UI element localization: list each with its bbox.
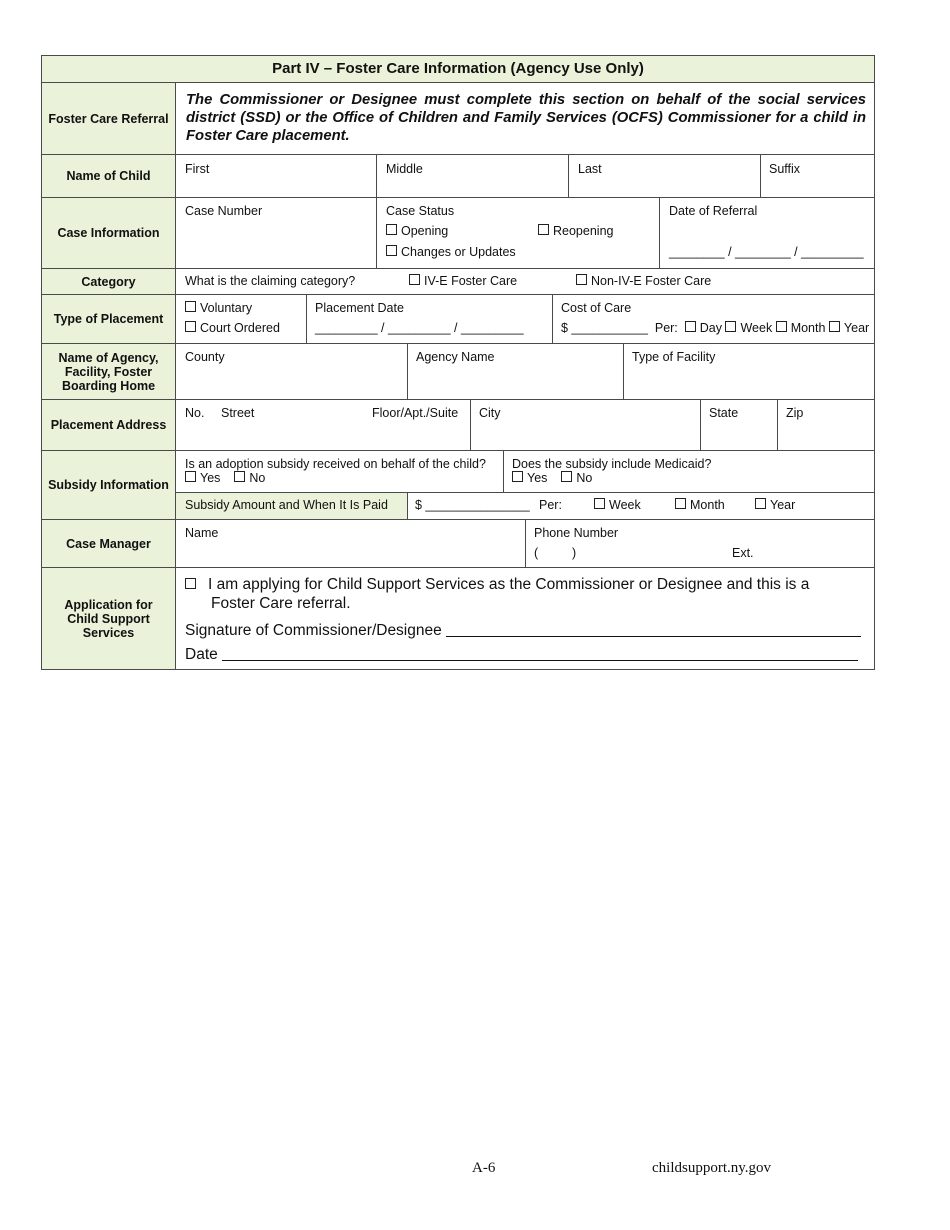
cost-of-care-field[interactable] — [561, 321, 869, 335]
year-checkbox[interactable] — [829, 321, 840, 332]
checkbox-icon — [594, 498, 605, 509]
phone-area-close: ) — [572, 546, 577, 560]
row-divider — [42, 450, 874, 451]
yes-label: Yes — [200, 471, 221, 485]
non-ive-foster-care-checkbox[interactable] — [576, 274, 711, 288]
agency-name-field[interactable]: Agency Name — [416, 350, 495, 364]
changes-label: Changes or Updates — [401, 245, 516, 259]
city-field[interactable]: City — [479, 406, 501, 420]
col-divider — [552, 295, 553, 343]
non-ive-label: Non-IV-E Foster Care — [591, 274, 712, 288]
col-divider — [306, 295, 307, 343]
row-label-foster-care-referral: Foster Care Referral — [42, 83, 176, 154]
row-divider — [42, 154, 874, 155]
week-label: Week — [609, 498, 641, 512]
col-divider — [623, 344, 624, 399]
day-checkbox[interactable] — [685, 321, 696, 332]
col-divider — [407, 344, 408, 399]
checkbox-icon — [675, 498, 686, 509]
state-field[interactable]: State — [709, 406, 739, 420]
col-divider — [470, 400, 471, 450]
checkbox-icon — [185, 321, 196, 332]
row-divider — [42, 567, 874, 568]
date-of-referral-field[interactable]: ________ / ________ / _________ — [669, 245, 864, 259]
county-field[interactable]: County — [185, 350, 225, 364]
case-status-label: Case Status — [386, 204, 455, 218]
row-label-placement-address: Placement Address — [42, 400, 176, 450]
row-label-type-of-placement: Type of Placement — [42, 295, 176, 343]
checkbox-icon — [386, 224, 397, 235]
phone-area-open: ( — [534, 546, 539, 560]
street-field[interactable]: Street — [221, 406, 255, 420]
phone-ext-label: Ext. — [732, 546, 754, 560]
phone-number-label: Phone Number — [534, 526, 619, 540]
subsidy-amount-field[interactable]: $ _______________ — [415, 498, 530, 512]
date-row — [185, 646, 858, 664]
row-divider — [42, 197, 874, 198]
row-divider — [42, 268, 874, 269]
checkbox-icon — [185, 578, 196, 589]
subsidy-yes-checkbox[interactable] — [185, 471, 196, 482]
street-number-field[interactable]: No. — [185, 406, 205, 420]
medicaid-question: Does the subsidy include Medicaid? — [512, 457, 712, 471]
court-ordered-checkbox[interactable] — [185, 321, 280, 335]
page-number: A-6 — [472, 1160, 496, 1176]
subsidy-year-checkbox[interactable] — [755, 498, 795, 512]
suffix-field[interactable]: Suffix — [769, 162, 801, 176]
voluntary-checkbox[interactable] — [185, 301, 252, 315]
col-divider — [503, 451, 504, 492]
date-of-referral-label: Date of Referral — [669, 204, 758, 218]
row-label-category: Category — [42, 269, 176, 294]
placement-date-label: Placement Date — [315, 301, 404, 315]
ive-foster-care-checkbox[interactable] — [409, 274, 517, 288]
changes-checkbox[interactable] — [386, 245, 516, 259]
subsidy-no-checkbox[interactable] — [234, 471, 245, 482]
application-line2: Foster Care referral. — [211, 595, 351, 612]
row-divider — [42, 519, 874, 520]
per-label: Per: — [654, 321, 678, 335]
signature-row — [185, 622, 861, 640]
opening-checkbox[interactable] — [386, 224, 448, 238]
reopening-checkbox[interactable] — [538, 224, 613, 238]
row-divider — [42, 294, 874, 295]
week-checkbox[interactable] — [725, 321, 736, 332]
application-line1: I am applying for Child Support Services as the Commissioner or Designee and this is a — [208, 576, 810, 593]
subsidy-week-checkbox[interactable] — [594, 498, 641, 512]
medicaid-yes-checkbox[interactable] — [512, 471, 523, 482]
adoption-subsidy-question: Is an adoption subsidy received on behalf of the child? — [185, 457, 486, 471]
opening-label: Opening — [401, 224, 449, 238]
col-divider — [568, 155, 569, 197]
type-of-facility-field[interactable]: Type of Facility — [632, 350, 716, 364]
no-label: No — [576, 471, 593, 485]
subsidy-month-checkbox[interactable] — [675, 498, 725, 512]
month-label: Month — [790, 321, 826, 335]
first-name-field[interactable]: First — [185, 162, 210, 176]
row-label-name-of-agency: Name of Agency, Facility, Foster Boarding Home — [42, 344, 176, 399]
subsidy-per-label: Per: — [539, 498, 562, 512]
section-title: Part IV – Foster Care Information (Agency Use Only) — [42, 56, 874, 83]
row-label-application: Application for Child Support Services — [42, 568, 176, 669]
cost-of-care-label: Cost of Care — [561, 301, 632, 315]
checkbox-icon — [538, 224, 549, 235]
last-name-field[interactable]: Last — [578, 162, 602, 176]
year-label: Year — [843, 321, 870, 335]
row-label-case-manager: Case Manager — [42, 520, 176, 567]
col-divider — [760, 155, 761, 197]
foster-care-form — [41, 55, 875, 670]
application-checkbox[interactable] — [185, 576, 809, 594]
col-divider — [777, 400, 778, 450]
day-label: Day — [699, 321, 722, 335]
year-label: Year — [770, 498, 796, 512]
cost-blank: $ ___________ — [561, 321, 648, 335]
zip-field[interactable]: Zip — [786, 406, 804, 420]
month-label: Month — [690, 498, 725, 512]
date-line[interactable] — [222, 648, 858, 661]
adoption-subsidy-options — [185, 471, 265, 485]
row-divider — [42, 399, 874, 400]
row-label-name-of-child: Name of Child — [42, 155, 176, 197]
no-label: No — [249, 471, 266, 485]
checkbox-icon — [576, 274, 587, 285]
claiming-category-question: What is the claiming category? — [185, 274, 356, 288]
site-url: childsupport.ny.gov — [652, 1160, 772, 1176]
col-divider — [376, 198, 377, 268]
date-label: Date — [185, 646, 218, 663]
week-label: Week — [740, 321, 773, 335]
col-divider — [659, 198, 660, 268]
ive-label: IV-E Foster Care — [424, 274, 518, 288]
voluntary-label: Voluntary — [200, 301, 253, 315]
subsidy-amount-label: Subsidy Amount and When It Is Paid — [185, 498, 388, 512]
checkbox-icon — [755, 498, 766, 509]
medicaid-options — [512, 471, 592, 485]
yes-label: Yes — [527, 471, 548, 485]
col-divider — [376, 155, 377, 197]
col-divider — [700, 400, 701, 450]
signature-label: Signature of Commissioner/Designee — [185, 622, 442, 639]
checkbox-icon — [185, 301, 196, 312]
signature-line[interactable] — [446, 624, 861, 637]
col-divider — [407, 493, 408, 519]
middle-name-field[interactable]: Middle — [386, 162, 423, 176]
floor-apt-suite-field[interactable]: Floor/Apt./Suite — [372, 406, 459, 420]
col-divider — [525, 520, 526, 567]
referral-instructions: The Commissioner or Designee must complete this section on behalf of the social services district (SSD) or the Office of Children and Family Services (OCFS) Commissioner for a child in Foster Care placement. — [186, 92, 866, 144]
medicaid-no-checkbox[interactable] — [561, 471, 572, 482]
reopening-label: Reopening — [553, 224, 614, 238]
case-manager-name-field[interactable]: Name — [185, 526, 219, 540]
row-divider — [42, 343, 874, 344]
court-ordered-label: Court Ordered — [200, 321, 280, 335]
month-checkbox[interactable] — [776, 321, 787, 332]
row-label-case-information: Case Information — [42, 198, 176, 268]
checkbox-icon — [386, 245, 397, 256]
row-label-subsidy-information: Subsidy Information — [42, 451, 176, 519]
placement-date-field[interactable]: _________ / _________ / _________ — [315, 321, 524, 335]
checkbox-icon — [409, 274, 420, 285]
case-number-field[interactable]: Case Number — [185, 204, 263, 218]
